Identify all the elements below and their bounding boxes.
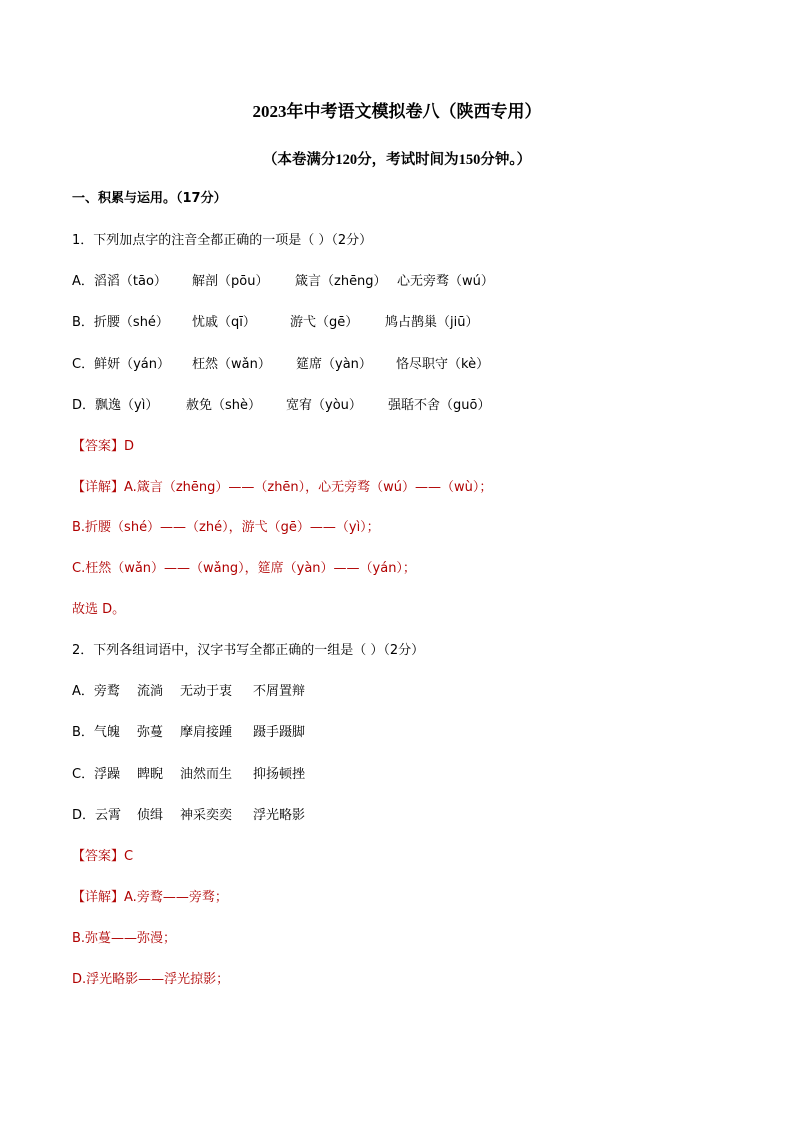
q2-b-item3: 摩肩接踵	[180, 725, 233, 740]
q2-a-item1: A．旁鹜	[72, 684, 120, 699]
q2-detail-line-1	[72, 889, 228, 907]
q2-d-item2: 侦缉	[137, 808, 164, 823]
q2-c-item1: C．浮躁	[72, 767, 121, 782]
q1-d-item3: 宽宥（yòu）	[286, 398, 362, 413]
q1-c-item4: 恪尽职守（kè）	[396, 357, 490, 372]
q1-stem: 1．下列加点字的注音全都正确的一项是（ ）（2分）	[72, 233, 373, 248]
answer-label: 【答案】	[72, 439, 125, 454]
section-heading: 一、积累与运用。（17分）	[72, 191, 227, 206]
q2-c-item4: 抑扬顿挫	[253, 767, 306, 782]
q1-b-item2: 忧戚（qī）	[192, 315, 256, 330]
q1-d-item2: 赦免（shè）	[186, 398, 262, 413]
detail-text: A.箴言（zhēng）——（zhēn），心无旁骛（wú）——（wù）；	[124, 480, 493, 495]
page-title: 2023年中考语文模拟卷八（陕西专用）	[252, 102, 542, 121]
q1-conclusion: 故选 D。	[72, 602, 126, 617]
q1-d-item4: 强聒不舍（guō）	[388, 398, 491, 413]
q1-b-item4: 鸠占鹊巢（jiū）	[385, 315, 479, 330]
detail-label: 【详解】	[72, 480, 125, 495]
q1-c-item2: 枉然（wǎn）	[192, 357, 271, 372]
q2-d-item4: 浮光略影	[253, 808, 306, 823]
q2-answer	[72, 848, 133, 866]
q2-a-item3: 无动于衷	[180, 684, 233, 699]
q1-option-d	[72, 397, 490, 415]
q1-option-a	[72, 273, 494, 291]
q1-answer	[72, 438, 134, 456]
detail-label: 【详解】	[72, 890, 125, 905]
q2-d-item3: 神采奕奕	[180, 808, 233, 823]
q2-c-item2: 睥睨	[137, 767, 164, 782]
q1-detail-line-2: B.折腰（shé）——（zhé），游弋（gē）——（yì）；	[72, 520, 380, 535]
q1-b-item1: B．折腰（shé）	[72, 315, 169, 330]
q2-detail-line-3: D.浮光略影——浮光掠影；	[72, 972, 230, 987]
q1-c-item3: 筵席（yàn）	[296, 357, 372, 372]
q1-option-b	[72, 314, 478, 332]
q1-a-item2: 解剖（pōu）	[192, 274, 269, 289]
detail-text: A.旁鹜——旁骛；	[124, 890, 228, 905]
q1-c-item1: C．鲜妍（yán）	[72, 357, 170, 372]
q1-b-item3: 游弋（gē）	[290, 315, 359, 330]
q1-detail-line-1	[72, 479, 492, 497]
q2-option-b	[72, 724, 305, 742]
q1-a-item3: 箴言（zhēng）	[295, 274, 387, 289]
q2-b-item1: B．气魄	[72, 725, 120, 740]
q2-b-item2: 弥蔓	[137, 725, 164, 740]
answer-value: C	[124, 849, 134, 864]
q1-a-item1: A．滔滔（tāo）	[72, 274, 167, 289]
q2-c-item3: 油然而生	[180, 767, 233, 782]
q2-d-item1: D．云霄	[72, 808, 122, 823]
q2-option-a	[72, 683, 305, 701]
q1-d-item1: D．飘逸（yì）	[72, 398, 159, 413]
q2-b-item4: 蹑手蹑脚	[253, 725, 306, 740]
answer-label: 【答案】	[72, 849, 125, 864]
q2-option-d	[72, 807, 305, 825]
q2-detail-line-2: B.弥蔓——弥漫；	[72, 931, 177, 946]
q1-option-c	[72, 356, 489, 374]
page-subtitle: （本卷满分120分，考试时间为150分钟。）	[262, 152, 532, 168]
q2-a-item4: 不屑置辩	[253, 684, 306, 699]
q2-option-c	[72, 766, 305, 784]
q2-a-item2: 流淌	[137, 684, 164, 699]
q1-a-item4: 心无旁骛（wú）	[397, 274, 494, 289]
q1-detail-line-3: C.枉然（wǎn）——（wǎng），筵席（yàn）——（yán）；	[72, 561, 416, 576]
q2-stem: 2．下列各组词语中，汉字书写全都正确的一组是（ ）（2分）	[72, 643, 425, 658]
answer-value: D	[124, 439, 135, 454]
